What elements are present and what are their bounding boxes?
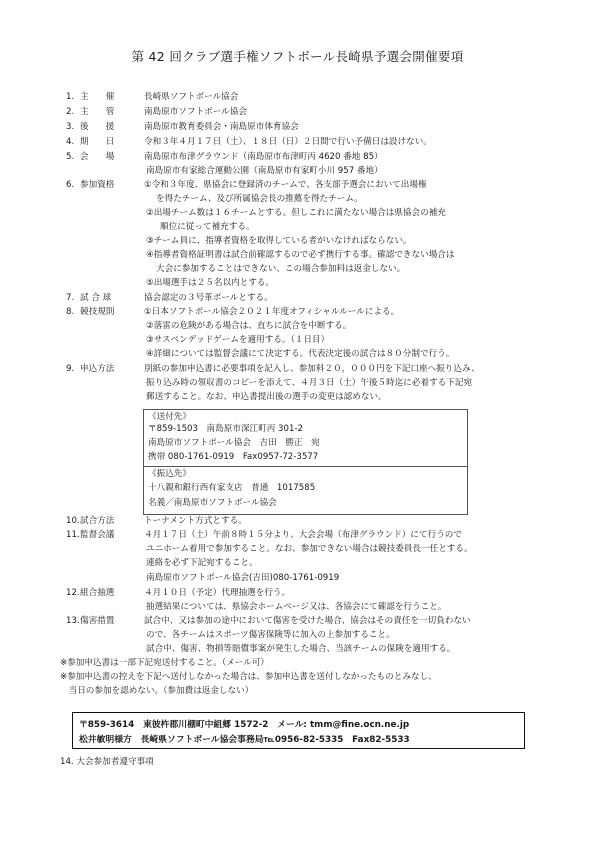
item-text: 協会認定の３号革ボールとする。 — [144, 293, 273, 303]
item-number: 9. — [66, 364, 75, 374]
item-application — [66, 364, 480, 375]
item-text-cont: 抽選結果については、県協会ホームページ又は、各協会にて確認を行うこと。 — [146, 602, 447, 612]
contact-office: 松井敏明様方 長崎県ソフトボール協会事務局℡0956-82-5335 Fax82-5533 — [79, 735, 410, 745]
item-text-cont: 順位に従って補充する。 — [160, 222, 255, 232]
item-number: 3. — [66, 122, 75, 132]
item-label: 申込方法 — [80, 364, 115, 374]
item-text-cont: 大会に参加することはできない、この場合参加料は返金しない。 — [156, 264, 406, 274]
item-label: 試 合 球 — [80, 293, 112, 303]
item-label: 組合抽選 — [80, 588, 115, 598]
item-text-cont: ②落雷の危険がある場合は、直ちに試合を中断する。 — [146, 321, 352, 331]
item-ball — [66, 293, 273, 304]
item-number: 12. — [66, 588, 80, 598]
item-text-cont: を得たチーム、及び所属協会長の推薦を得たチーム。 — [156, 194, 363, 204]
item-label: 会 場 — [80, 152, 115, 162]
item-number: 7. — [66, 293, 75, 303]
item-text: 試合中、又は参加の途中において傷害を受けた場合、協会はその責任を一切負わない — [144, 616, 471, 626]
send-to-address: 〒859-1503 南島原市深江町丙 301-2 — [148, 424, 304, 434]
item-text: 南島原市ソフトボール協会 — [144, 107, 247, 117]
item-label: 競技規則 — [80, 307, 115, 317]
page-title: 第 42 回クラブ選手権ソフトボール長崎県予選会開催要項 — [131, 49, 464, 64]
item-text: ４月１０日（予定）代理抽選を行う。 — [144, 588, 291, 598]
item-number: 2. — [66, 107, 75, 117]
send-to-name: 南島原市ソフトボール協会 吉田 勝正 宛 — [148, 438, 320, 448]
item-format — [66, 516, 247, 527]
item-number: 8. — [66, 307, 75, 317]
item-text-cont: 連絡を必ず下記宛すること。 — [146, 558, 258, 568]
item-label: 期 日 — [80, 137, 115, 147]
item-text-cont: 試合中、傷害、物損等賠償事案が発生した場合、当該チームの保険を適用する。 — [146, 644, 456, 654]
item-text-cont: 振り込み時の領収書のコピーを添えて、４月３日（土）午後５時迄に必着する下記宛 — [146, 378, 473, 388]
item-label: 主 管 — [80, 107, 115, 117]
item-text-cont: ②出場チーム数は１６チームとする。但しこれに満たない場合は県協会の補充 — [146, 208, 446, 218]
note-line: ※参加申込書の控えを下記へ送付しなかった場合は、参加申込書を送付しなかったものとみなし、 — [60, 672, 437, 682]
item-date — [66, 137, 432, 148]
item-label: 参加資格 — [80, 180, 115, 190]
item-number: 5. — [66, 152, 75, 162]
item-text: 別紙の参加申込書に必要事項を記入し、参加料２０，０００円を下記口座へ振り込み、 — [144, 364, 480, 374]
item-text: 南島原市教育委員会・南島原市体育協会 — [144, 122, 299, 132]
note-line: ※参加申込書は一部下記宛送付すること。（メール可） — [60, 658, 269, 668]
item-number: 11. — [66, 530, 80, 540]
item-text-cont: ⑤出場選手は２５名以内とする。 — [146, 278, 275, 288]
item-label: 試合方法 — [80, 516, 115, 526]
item-text: 長崎県ソフトボール協会 — [144, 92, 239, 102]
item-eligibility — [66, 180, 427, 191]
item-organizer — [66, 92, 238, 103]
item-text-cont: 南島原市ソフトボール協会(吉田)080-1761-0919 — [146, 573, 340, 583]
item-label: 後 援 — [80, 122, 115, 132]
item-text: 令和３年４月１７日（土）、１８日（日）２日間で行い予備日は設けない。 — [144, 137, 432, 147]
send-to-phone: 携帯 080-1761-0919 Fax0957-72-3577 — [148, 452, 319, 462]
note-line: 当日の参加を認めない。（参加費は返金しない） — [60, 686, 254, 696]
item-number: 6. — [66, 180, 75, 190]
item-text: ①令和３年度、県協会に登録済のチームで、各支部予選会において出場権 — [144, 180, 427, 190]
box-divider — [144, 466, 467, 467]
contact-address: 〒859-3614 東彼杵郡川棚町中組郷 1572-2 メール: tmm@fine.ocn.ne.jp — [79, 720, 410, 730]
item-text: ①日本ソフトボール協会２０２１年度オフィシャルルールによる。 — [144, 307, 400, 317]
send-to-header: 《送付先》 — [148, 412, 191, 422]
item-number: 1. — [66, 92, 75, 102]
contact-box — [72, 712, 525, 749]
transfer-header: 《振込先》 — [148, 469, 191, 479]
item-text-cont: ユニホーム着用で参加すること。なお、参加できない場合は競技委員長一任とする。 — [146, 544, 473, 554]
section-heading: 14. 大会参加者遵守事項 — [60, 757, 154, 767]
address-bank-box — [143, 409, 468, 515]
item-text-cont: ③サスペンデッドゲームを適用する。（１日目） — [146, 335, 330, 345]
item-number: 13. — [66, 616, 80, 626]
item-venue — [66, 152, 383, 163]
item-text-cont: ④詳細については監督会議にて決定する。代表決定後の試合は８０分制で行う。 — [146, 349, 455, 359]
item-text-cont: ので、各チームはスポーツ傷害保険等に加入の上参加すること。 — [146, 630, 395, 640]
item-text: 南島原市布津グラウンド（南島原市布津町丙 4620 番地 85） — [144, 152, 383, 162]
item-text-cont: 郵送すること。なお、申込書提出後の選手の変更は認めない。 — [146, 392, 387, 402]
item-injury — [66, 616, 471, 627]
item-rules — [66, 307, 399, 318]
item-sponsor — [66, 122, 299, 133]
item-host — [66, 107, 247, 118]
item-text-cont: 南島原市有家総合運動公園（南島原市有家町小川 957 番地） — [146, 166, 383, 176]
item-text: ４月１７日（土）午前８時１５分より、大会会場（布津グラウンド）にて行うので — [144, 530, 462, 540]
item-number: 4. — [66, 137, 75, 147]
item-number: 10. — [66, 516, 80, 526]
item-text: トーナメント方式とする。 — [144, 516, 247, 526]
item-label: 傷害措置 — [80, 616, 115, 626]
transfer-account-name: 名義／南島原市ソフトボール協会 — [148, 498, 277, 508]
item-managers-meeting — [66, 530, 462, 541]
item-label: 監督会議 — [80, 530, 115, 540]
transfer-bank: 十八親和銀行西有家支店 普通 1017585 — [148, 483, 316, 493]
item-text-cont: ③チーム員に、指導者資格を取得している者がいなければならない。 — [146, 236, 412, 246]
item-text-cont: ④指導者資格証明書は試合前確認するので必ず携行する事。確認できない場合は — [146, 250, 455, 260]
item-label: 主 催 — [80, 92, 115, 102]
item-draw — [66, 588, 290, 599]
